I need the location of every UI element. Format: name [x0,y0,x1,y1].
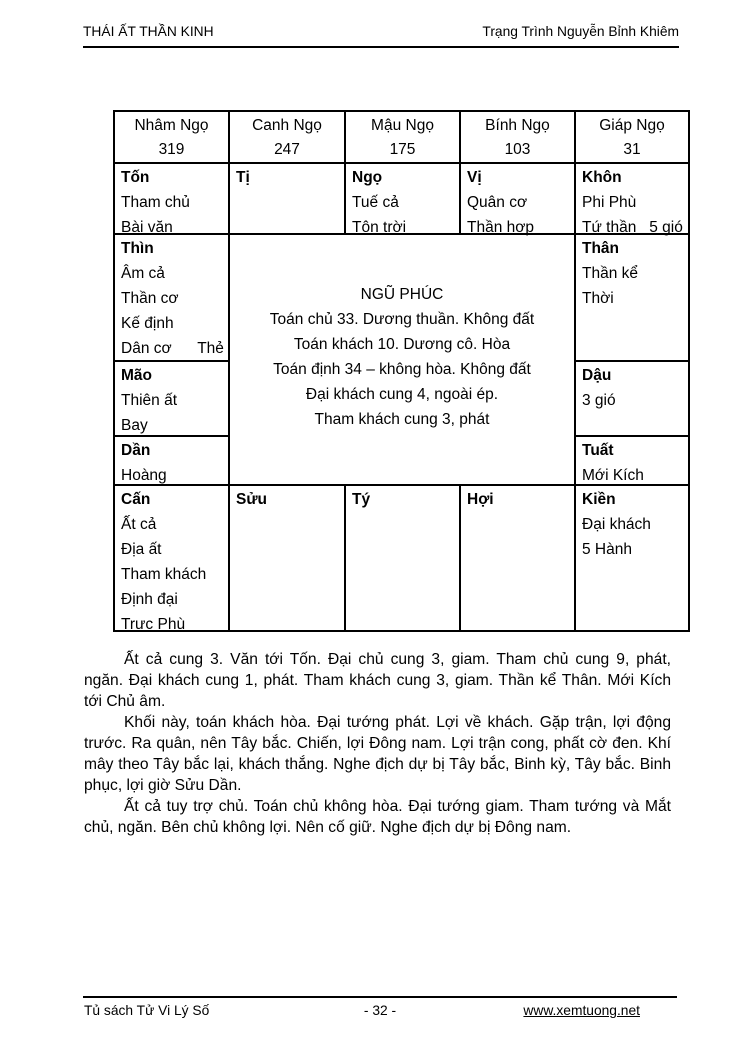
palace-title: Mão [121,367,152,384]
palace-title: Dậu [582,367,612,384]
palace-title: Tuất [582,442,614,459]
palace-line: Tham khách [121,566,207,583]
palace-title: Ngọ [352,169,383,186]
palace-cell-hoi [461,486,574,630]
body-paragraph: Ất cả tuy trợ chủ. Toán chủ không hòa. Đại tướng giam. Tham tướng và Mắt chủ, ngăn. Bên chủ không lợi. Nên cố giữ. Nghe địch dự bị Đông nam. [84,798,671,836]
year-name: Mậu Ngọ [371,117,434,134]
center-line: Toán khách 10. Dương cô. Hòa [293,336,511,353]
palace-title: Tị [236,169,250,186]
year-name: Canh Ngọ [252,117,322,134]
palace-line: Tứ thần 5 gió [582,219,683,236]
palace-cell-suu [230,486,344,630]
palace-cell-tuat [576,437,688,484]
year-value: 31 [623,141,641,158]
center-line: Tham khách cung 3, phát [314,411,490,428]
palace-cell-ton [115,164,228,236]
center-line: Toán định 34 – không hòa. Không đất [273,361,531,378]
palace-line: Dân cơ Thẻ [121,340,224,357]
palace-line: Trực Phù [121,616,186,633]
palace-line: Thần kể [582,265,639,282]
footer-website-link[interactable]: www.xemtuong.net [523,1003,640,1018]
palace-title: Thìn [121,240,154,257]
body-paragraph: Khối này, toán khách hòa. Đại tướng phát. Lợi về khách. Gặp trận, lợi động trước. Ra quân, nên Tây bắc. Chiến, lợi Đông nam. Lợi trận cong, phất cờ đen. Khí mây theo Tây bắc lại, khách thắng. Nghe địch dự bị Tây bắc, Binh kỳ, Tây bắc. Binh phục, lợi giờ Sửu Dần. [84,714,671,794]
palace-line: Địa ất [121,541,162,558]
palace-cell-mao [115,362,228,435]
palace-cell-ti [230,164,344,233]
palace-line: Tôn trời [352,219,407,236]
palace-cell-khon [576,164,688,236]
body-paragraph: Ất cả cung 3. Văn tới Tốn. Đại chủ cung 3, giam. Tham chủ cung 9, phát, ngăn. Đại khách cung 1, phát. Tham khách cung 3, giam. Thần kể Thân. Mới Kích tới Chủ âm. [84,651,671,710]
palace-title: Thân [582,240,620,257]
center-line: Đại khách cung 4, ngoài ép. [305,386,499,403]
palace-title: Vị [467,169,482,186]
body-text [84,649,671,838]
palace-line: Bay [121,417,148,434]
palace-title: Dần [121,442,151,459]
center-line: Toán chủ 33. Dương thuần. Không đất [269,311,535,328]
palace-line: Ất cả [121,516,157,533]
year-cell-mau-ngo [346,112,459,162]
palace-title: Khôn [582,169,622,186]
header-book-title: THÁI ẤT THẦN KINH [83,24,214,39]
year-value: 175 [389,141,416,158]
palace-cell-than [576,235,688,360]
palace-chart [113,110,690,632]
palace-line: Đại khách [582,516,651,533]
palace-cell-can [115,486,228,633]
page-footer [83,996,677,1024]
palace-title: Tốn [121,169,150,186]
footer-page-number: - 32 - [363,1003,397,1018]
year-name: Nhâm Ngọ [134,117,209,134]
palace-line: Tham chủ [121,194,190,211]
page-header [83,24,679,48]
center-title: NGŨ PHÚC [360,286,444,303]
palace-cell-ngo [346,164,459,236]
year-value: 247 [274,141,300,158]
year-value: 103 [504,141,531,158]
palace-line: Quân cơ [467,194,528,211]
palace-line: Bài văn [121,219,173,236]
year-cell-giap-ngo [576,112,688,162]
year-name: Giáp Ngọ [599,117,665,134]
palace-line: Mới Kích [582,467,644,484]
year-cell-binh-ngo [461,112,574,162]
palace-title: Cấn [121,491,151,508]
palace-line: Thần hợp [467,219,535,236]
palace-line: Kế định [121,315,174,332]
header-author: Trạng Trình Nguyễn Bỉnh Khiêm [482,24,679,39]
palace-line: 3 gió [582,392,616,409]
palace-line: Thiên ất [121,392,178,409]
palace-cell-ty [346,486,459,630]
palace-line: Phi Phù [582,194,637,211]
palace-line: Âm cả [121,265,165,282]
year-cell-canh-ngo [230,112,344,162]
year-name: Bính Ngọ [485,117,550,134]
year-cell-nham-ngo [115,112,228,162]
palace-line: 5 Hành [582,541,632,558]
palace-title: Tý [352,491,371,508]
palace-line: Thần cơ [121,290,179,307]
palace-title: Sửu [236,491,268,508]
year-value: 319 [158,141,185,158]
palace-cell-dau [576,362,688,435]
palace-line: Hoàng [121,467,167,484]
footer-series-title: Tủ sách Tử Vi Lý Số [84,1003,210,1018]
palace-title: Hợi [467,491,494,508]
palace-line: Tuế cả [352,194,399,211]
palace-cell-thin [115,235,228,360]
palace-cell-kien [576,486,688,630]
palace-title: Kiền [582,491,616,508]
palace-line: Định đại [121,591,178,608]
center-panel [230,282,574,432]
palace-cell-dan [115,437,228,484]
palace-cell-vi [461,164,574,236]
palace-line: Thời [582,290,614,307]
